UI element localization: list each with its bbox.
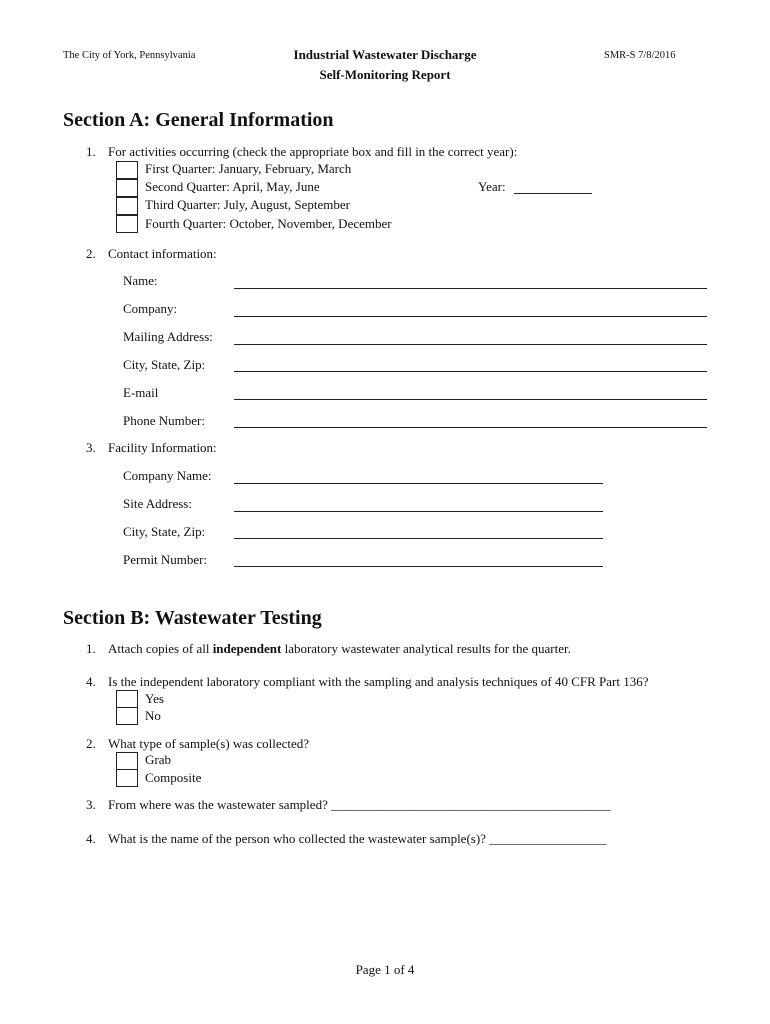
option-grab: Grab	[145, 752, 171, 767]
header-title: Industrial Wastewater Discharge	[293, 47, 477, 62]
phone-number-field[interactable]	[234, 427, 707, 428]
email-field[interactable]	[234, 399, 707, 400]
checkbox-no[interactable]	[116, 707, 138, 725]
option-no: No	[145, 708, 161, 723]
q-number: 4.	[86, 674, 96, 689]
facility-company-name-field[interactable]	[234, 483, 603, 484]
q-number: 3.	[86, 440, 96, 455]
year-label: Year:	[478, 179, 506, 194]
header-city: The City of York, Pennsylvania	[63, 50, 196, 61]
permit-number-label: Permit Number:	[123, 552, 208, 567]
header-subtitle: Self-Monitoring Report	[319, 67, 451, 82]
checkbox-grab[interactable]	[116, 752, 138, 770]
option-fourth-quarter: Fourth Quarter: October, November, December	[145, 216, 392, 231]
checkbox-yes[interactable]	[116, 690, 138, 708]
q-number: 1.	[86, 641, 96, 656]
facility-city-state-zip-label: City, State, Zip:	[123, 524, 206, 539]
option-second-quarter: Second Quarter: April, May, June	[145, 179, 320, 194]
mailing-address-field[interactable]	[234, 344, 707, 345]
q-number: 3.	[86, 797, 96, 812]
q-number: 4.	[86, 831, 96, 846]
quarter-question: For activities occurring (check the appropriate box and fill in the correct year):	[108, 144, 518, 159]
section-b-heading: Section B: Wastewater Testing	[63, 607, 322, 629]
option-first-quarter: First Quarter: January, February, March	[145, 161, 352, 176]
section-a-heading: Section A: General Information	[63, 109, 334, 131]
facility-company-name-label: Company Name:	[123, 468, 212, 483]
checkbox-fourth-quarter[interactable]	[116, 215, 138, 233]
checkbox-composite[interactable]	[116, 769, 138, 787]
q-number: 2.	[86, 736, 96, 751]
option-composite: Composite	[145, 770, 202, 785]
name-label: Name:	[123, 273, 158, 288]
sample-location-question[interactable]: From where was the wastewater sampled? ___________________________________________	[108, 797, 611, 812]
email-label: E-mail	[123, 385, 159, 400]
company-label: Company:	[123, 301, 178, 316]
q-number: 1.	[86, 144, 96, 159]
site-address-label: Site Address:	[123, 496, 192, 511]
permit-number-field[interactable]	[234, 566, 603, 567]
option-third-quarter: Third Quarter: July, August, September	[145, 197, 350, 212]
attach-results-instruction: Attach copies of all independent laboratory wastewater analytical results for the quarter.	[108, 641, 571, 656]
site-address-field[interactable]	[234, 511, 603, 512]
phone-number-label: Phone Number:	[123, 413, 205, 428]
checkbox-third-quarter[interactable]	[116, 197, 138, 215]
facility-city-state-zip-field[interactable]	[234, 538, 603, 539]
option-yes: Yes	[145, 691, 164, 706]
lab-compliance-question: Is the independent laboratory compliant with the sampling and analysis techniques of 40 CFR Part 136?	[108, 674, 649, 689]
facility-info-heading: Facility Information:	[108, 440, 217, 455]
header-form-id: SMR-S 7/8/2016	[604, 50, 676, 61]
company-field[interactable]	[234, 316, 707, 317]
city-state-zip-field[interactable]	[234, 371, 707, 372]
city-state-zip-label: City, State, Zip:	[123, 357, 206, 372]
sample-type-question: What type of sample(s) was collected?	[108, 736, 310, 751]
q-number: 2.	[86, 246, 96, 261]
sample-collector-question[interactable]: What is the name of the person who collected the wastewater sample(s)? __________________	[108, 831, 607, 846]
contact-info-heading: Contact information:	[108, 246, 217, 261]
year-field[interactable]	[514, 193, 592, 194]
mailing-address-label: Mailing Address:	[123, 329, 213, 344]
checkbox-first-quarter[interactable]	[116, 161, 138, 179]
checkbox-second-quarter[interactable]	[116, 179, 138, 197]
name-field[interactable]	[234, 288, 707, 289]
page-number: Page 1 of 4	[355, 962, 415, 977]
